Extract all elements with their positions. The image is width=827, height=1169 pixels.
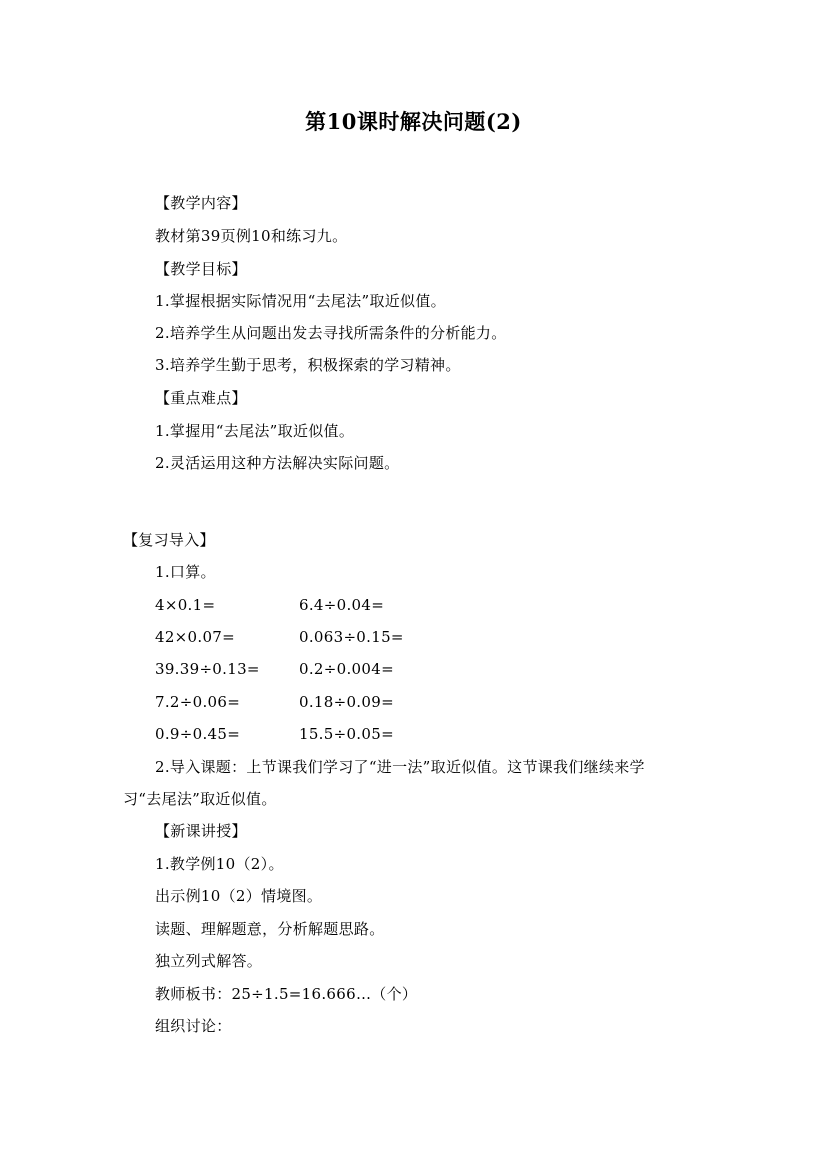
intro-text-line2: 习“去尾法”取近似值。 [123, 790, 277, 808]
goal-item: 3.培养学生勤于思考，积极探索的学习精神。 [155, 356, 461, 374]
oral-problem: 42×0.07= [155, 628, 236, 646]
oral-problem: 4×0.1= [155, 596, 216, 614]
oral-problem: 0.2÷0.004= [299, 660, 394, 678]
intro-text-line1: 2.导入课题：上节课我们学习了“进一法”取近似值。这节课我们继续来学 [155, 758, 645, 776]
lesson-step: 读题、理解题意，分析解题思路。 [155, 920, 385, 938]
lesson-step: 教师板书：25÷1.5=16.666…（个） [155, 985, 418, 1003]
review-heading: 【复习导入】 [123, 531, 215, 549]
new-lesson-heading: 【新课讲授】 [155, 822, 247, 840]
oral-calc-label: 1.口算。 [155, 563, 216, 581]
oral-problem: 0.063÷0.15= [299, 628, 404, 646]
oral-problem: 15.5÷0.05= [299, 725, 394, 743]
lesson-step: 组织讨论： [155, 1017, 232, 1035]
goal-item: 2.培养学生从问题出发去寻找所需条件的分析能力。 [155, 324, 507, 342]
oral-problem: 0.9÷0.45= [155, 725, 241, 743]
oral-problem: 0.18÷0.09= [299, 693, 394, 711]
goal-item: 1.掌握根据实际情况用“去尾法”取近似值。 [155, 292, 446, 310]
key-point-item: 2.灵活运用这种方法解决实际问题。 [155, 454, 400, 472]
oral-problem: 7.2÷0.06= [155, 693, 241, 711]
teaching-content-text: 教材第39页例10和练习九。 [155, 227, 348, 245]
teaching-content-heading: 【教学内容】 [155, 194, 247, 212]
lesson-step: 1.教学例10（2）。 [155, 855, 284, 873]
teaching-goals-heading: 【教学目标】 [155, 260, 247, 278]
key-point-item: 1.掌握用“去尾法”取近似值。 [155, 422, 355, 440]
lesson-step: 独立列式解答。 [155, 952, 263, 970]
key-points-heading: 【重点难点】 [155, 389, 247, 407]
oral-problem: 6.4÷0.04= [299, 596, 385, 614]
page-title: 第10课时解决问题(2) [305, 109, 522, 134]
oral-problem: 39.39÷0.13= [155, 660, 260, 678]
lesson-step: 出示例10（2）情境图。 [155, 887, 323, 905]
